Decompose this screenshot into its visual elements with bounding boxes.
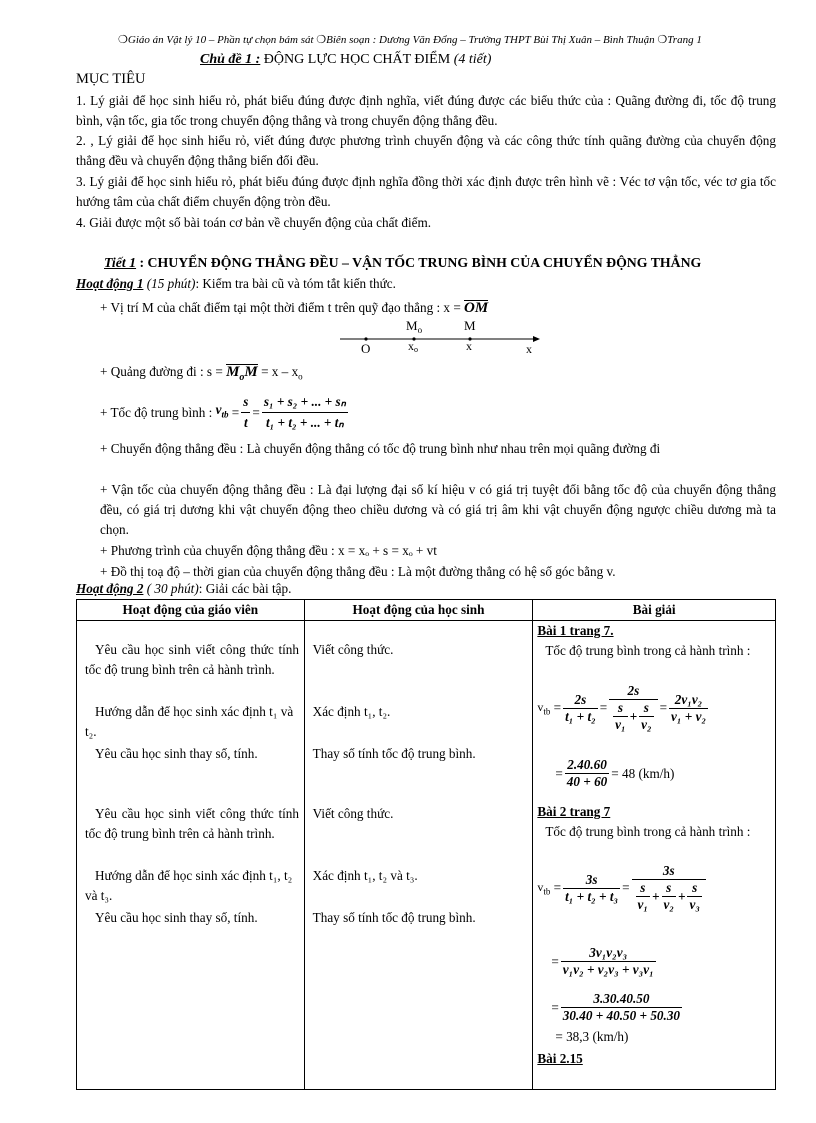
m0-main: M [406, 318, 418, 333]
solution-2-expanded: = $\frac{\text{3v₁v₂v₃}}{\text{v₁v₂ + v₂v₃ + v₃v₁}}$ [551, 945, 654, 977]
vector-bar [464, 300, 488, 301]
avg-fraction-1 [241, 392, 250, 433]
sol2-f1-num: 3s [563, 872, 620, 889]
student-step-3: Thay số tính tốc độ trung bình. [312, 746, 476, 761]
sol2-fa-num: s [636, 880, 650, 897]
activity-1-desc: : Kiểm tra bài cũ và tóm tắt kiến thức. [195, 276, 396, 291]
student-step-4: Viết công thức. [312, 806, 394, 821]
vtb-sub: tb [543, 886, 551, 897]
sol1-frac-3 [669, 692, 708, 725]
vec-m: M [226, 364, 240, 380]
avg-fraction-2 [262, 392, 348, 433]
teacher-step-2: Hướng dẫn để học sinh xác định t₁ và t₂. [85, 704, 294, 739]
objective-4: 4. Giải được một số bài toán cơ bản về chuyển động của chất điểm. [76, 215, 432, 230]
position-time-graph: + Đồ thị toạ độ – thời gian của chuyển động thẳng đều : Là một đường thẳng có hệ số góc bằng v. [100, 564, 616, 579]
objective-3: 3. Lý giải để học sinh hiểu rỏ, phát biểu đúng được định nghĩa đồng thời xác định được trên hình vẽ : Véc tơ vận tốc, véc tơ gia tốc hướng tâm của chất điểm chuyển động tròn đều. [76, 174, 776, 209]
lesson-label: Tiết 1 [104, 255, 137, 270]
sol1-db-num: s [639, 700, 653, 717]
vtb-sub: tb [221, 409, 229, 420]
topic-label: Chủ đề 1 : [200, 52, 261, 67]
sol1-da-num: s [613, 700, 627, 717]
activity-2-time: ( 30 phút) [146, 581, 199, 596]
axis-label-o: O [361, 341, 371, 356]
solution-1-result: = 48 (km/h) [611, 765, 675, 781]
axis-label-x0 [408, 339, 418, 354]
vtb-symbol [216, 400, 229, 425]
sol1-calc-frac [565, 757, 609, 790]
sol1-f3-num: 2v₁v₂ [669, 692, 708, 709]
student-step-2: Xác định t₁, t₂. [312, 704, 391, 719]
lesson-table [76, 599, 776, 1090]
distance-tail: = x – x [261, 364, 299, 379]
header-course: Giáo án Vật lý 10 – Phần tự chọn bám sát [127, 34, 314, 46]
bullet-circle-icon: ❍ [118, 34, 128, 46]
sol2-fc-num: s [687, 880, 701, 897]
position-axis-diagram [336, 316, 546, 356]
x0-main: x [408, 339, 414, 353]
vtb-lhs [537, 700, 550, 716]
sol2-f3-num: 3v₁v₂v₃ [561, 945, 656, 962]
axis-label-m: M [464, 318, 476, 333]
bullet-circle-icon: ❍ [657, 34, 668, 46]
header-solution: Bài giải [533, 600, 776, 621]
topic-duration: (4 tiết) [453, 52, 492, 67]
axis-label-m0 [406, 318, 423, 335]
solution-cell [533, 621, 776, 1090]
header-page-number: Trang 1 [667, 34, 702, 46]
sol2-fc-den: v₃ [689, 897, 700, 912]
sol1-db-den: v₂ [641, 717, 652, 732]
position-text: + Vị trí M của chất điểm tại một thời điểm t trên quỹ đạo thẳng : x = [100, 300, 461, 315]
solution-1-formula: $v_{tb}$ = $\frac{2s}{\text{t₁ + t₂}}$ = 2s $\frac{s}{\text{v₁}}$ + $\frac{s}{\text{v₂}}$ = $\frac{\text{2v₁v₂}}{\text{v₁ + v₂}}$ [537, 683, 707, 732]
sol2-f2-num: 3s [632, 863, 706, 880]
sol1-f2-num: 2s [609, 683, 657, 700]
sol2-frac-3 [561, 945, 656, 978]
vector-bar [226, 364, 258, 365]
avg-speed-bullet: + Tốc độ trung bình : $v_{tb}$ = $\frac{s}{t}$ = $\frac{\text{s₁ + s₂ + ... + sₙ}}{\text{t₁ + t₂ + ... + tₙ}}$ [100, 392, 776, 433]
equation-of-motion: + Phương trình của chuyển động thẳng đều : x = xₒ + s = xₒ + vt [100, 543, 437, 558]
header-teacher: Hoạt động của giáo viên [77, 600, 305, 621]
vector-om-text: OM [464, 300, 489, 316]
axis-label-xend: x [526, 342, 532, 356]
solution-3-title: Bài 2.15 [537, 1051, 583, 1066]
sol1-calc-den: 40 + 60 [566, 774, 608, 789]
solution-2-text: Tốc độ trung bình trong cả hành trình : [545, 824, 751, 839]
header-author: Biên soạn : Dương Văn Đổng – Trường THPT Bùi Thị Xuân – Bình Thuận [326, 34, 655, 46]
student-cell [304, 621, 533, 1090]
objective-1: 1. Lý giải để học sinh hiểu rỏ, phát biểu đúng được định nghĩa, viết đúng được các biểu thức của : Quãng đường đi, tốc độ trung bình, vận tốc, gia tốc trong chuyển động thẳng và trong chuyển động thẳng đều. [76, 93, 776, 128]
distance-bullet [100, 362, 776, 388]
vec-m-end: M [244, 364, 258, 380]
solution-2-calc: = $\frac{3.30.40.50}{30.40 + 40.50 + 50.30}$ [551, 991, 681, 1023]
sol2-fb-den: v₂ [663, 897, 674, 912]
solution-1-calc: = $\frac{2.40.60}{40 + 60}$ = 48 (km/h) [555, 757, 675, 789]
frac2-num: s₁ + s₂ + ... + sₙ [262, 392, 348, 413]
axis-label-x: x [466, 339, 472, 353]
student-step-5: Xác định t₁, t₂ và t₃. [312, 868, 418, 883]
sol2-fa [636, 880, 650, 913]
bullet-circle-icon: ❍ [316, 34, 327, 46]
topic-title [200, 52, 700, 68]
frac1-num: s [241, 392, 250, 413]
sol2-frac-1 [563, 872, 620, 905]
frac2-den: t₁ + t₂ + ... + tₙ [266, 415, 344, 430]
solution-1-title: Bài 1 trang 7. [537, 623, 614, 638]
solution-2-formula: $v_{tb}$ = $\frac{3s}{\text{t₁ + t₂ + t₃}}$ = 3s $\frac{s}{\text{v₁}}$ + $\frac{s}{\text{v₂}}$ + $\frac{s}{\text{v₃}}$ [537, 863, 708, 913]
sol1-frac-1 [563, 692, 598, 725]
solution-2-title: Bài 2 trang 7 [537, 804, 611, 819]
sol2-calc-frac [561, 991, 682, 1024]
student-step-6: Thay số tính tốc độ trung bình. [312, 910, 476, 925]
vtb-v: v [215, 402, 222, 418]
x0-sub: o [414, 345, 418, 354]
sol1-frac-2 [609, 683, 657, 733]
distance-text: + Quảng đường đi : s = [100, 364, 223, 379]
vtb-v: v [537, 699, 544, 714]
sol1-calc-num: 2.40.60 [565, 757, 609, 774]
teacher-step-3: Yêu cầu học sinh thay số, tính. [95, 746, 258, 761]
sol1-f1-den: t₁ + t₂ [565, 708, 596, 724]
sol1-f1-num: 2s [563, 692, 598, 709]
solution-1-text: Tốc độ trung bình trong cả hành trình : [545, 643, 751, 658]
sol1-f3-den: v₁ + v₂ [671, 708, 707, 724]
vtb-v: v [537, 879, 544, 894]
activity-2-desc: : Giải các bài tập. [198, 581, 292, 596]
sol1-f2-den-b [639, 700, 653, 733]
vtb-sub: tb [543, 706, 551, 717]
activity-1-time: (15 phút) [146, 276, 196, 291]
velocity-definition: + Vận tốc của chuyển động thẳng đều : Là đại lượng đại số kí hiệu v có giá trị tuyệt đối bằng tốc độ của chuyển động thẳng đều, có giá trị dương khi vật chuyển động theo chiều dương và có giá trị âm khi vật chuyển động ngược chiều dương mà ta chọn. [100, 482, 776, 537]
sol2-calc-num: 3.30.40.50 [561, 991, 682, 1008]
sol2-fb-num: s [662, 880, 676, 897]
sol2-calc-den: 30.40 + 40.50 + 50.30 [562, 1008, 681, 1023]
activity-1-label: Hoạt động 1 [76, 276, 144, 291]
sol2-frac-2 [632, 863, 706, 913]
table-header-row [77, 600, 776, 621]
lesson-title [104, 255, 701, 271]
uniform-motion-definition: + Chuyển động thẳng đều : Là chuyển động thẳng có tốc độ trung bình như nhau trên mọi quãng đường đi [100, 441, 661, 456]
activity-1-heading [76, 276, 396, 292]
activity-2-label: Hoạt động 2 [76, 581, 144, 596]
distance-tail-sub: o [298, 371, 303, 382]
student-step-1: Viết công thức. [312, 642, 394, 657]
vtb-lhs [537, 880, 550, 896]
sol2-f2-den: $\frac{s}{\text{v₁}}$ + $\frac{s}{\text{v₂}}$ + $\frac{s}{\text{v₃}}$ [637, 880, 700, 912]
vector-om [464, 300, 488, 316]
vec-sub: o [239, 372, 245, 383]
solution-2-result: = 38,3 (km/h) [555, 1029, 629, 1044]
avg-speed-text: + Tốc độ trung bình : [100, 404, 213, 420]
sol1-da-den: v₁ [615, 717, 626, 732]
sol2-f1-den: t₁ + t₂ + t₃ [565, 888, 619, 904]
m0-sub: o [417, 325, 423, 335]
header-student: Hoạt động của học sinh [304, 600, 533, 621]
table-row [77, 621, 776, 1090]
teacher-step-5: Hướng dẫn để học sinh xác định t₁, t₂ và t₃. [85, 868, 293, 903]
page-header [118, 33, 788, 46]
sol1-f2-den-a [613, 700, 627, 733]
teacher-step-6: Yêu cầu học sinh thay số, tính. [95, 910, 258, 925]
teacher-cell [77, 621, 305, 1090]
teacher-step-1: Yêu cầu học sinh viết công thức tính tốc độ trung bình trên cả hành trình. [85, 642, 299, 677]
objective-2: 2. , Lý giải để học sinh hiểu rỏ, viết đúng được phương trình chuyển động và các công thức tính quãng đường của chuyển động thẳng đều và chuyển động thẳng biến đổi đều. [76, 133, 776, 168]
position-bullet [100, 298, 776, 318]
lesson-name: : CHUYỂN ĐỘNG THẲNG ĐỀU – VẬN TỐC TRUNG BÌNH CỦA CHUYỂN ĐỘNG THẲNG [139, 255, 702, 270]
objectives-heading: MỤC TIÊU [76, 71, 146, 87]
frac1-den: t [243, 415, 248, 430]
sol2-f3-den: v₁v₂ + v₂v₃ + v₃v₁ [562, 962, 654, 977]
activity-2-heading [76, 581, 291, 597]
sol1-f2-den: $\frac{s}{\text{v₁}}$ + $\frac{s}{\text{v₂}}$ [615, 700, 652, 732]
teacher-step-4: Yêu cầu học sinh viết công thức tính tốc độ trung bình trên cả hành trình. [85, 806, 299, 841]
topic-name: ĐỘNG LỰC HỌC CHẤT ĐIỂM [263, 52, 451, 67]
sol2-fa-den: v₁ [637, 897, 648, 912]
axis-arrow [533, 336, 540, 342]
vector-m0m [226, 364, 258, 383]
sol2-fc [687, 880, 701, 913]
sol2-fb [662, 880, 676, 913]
